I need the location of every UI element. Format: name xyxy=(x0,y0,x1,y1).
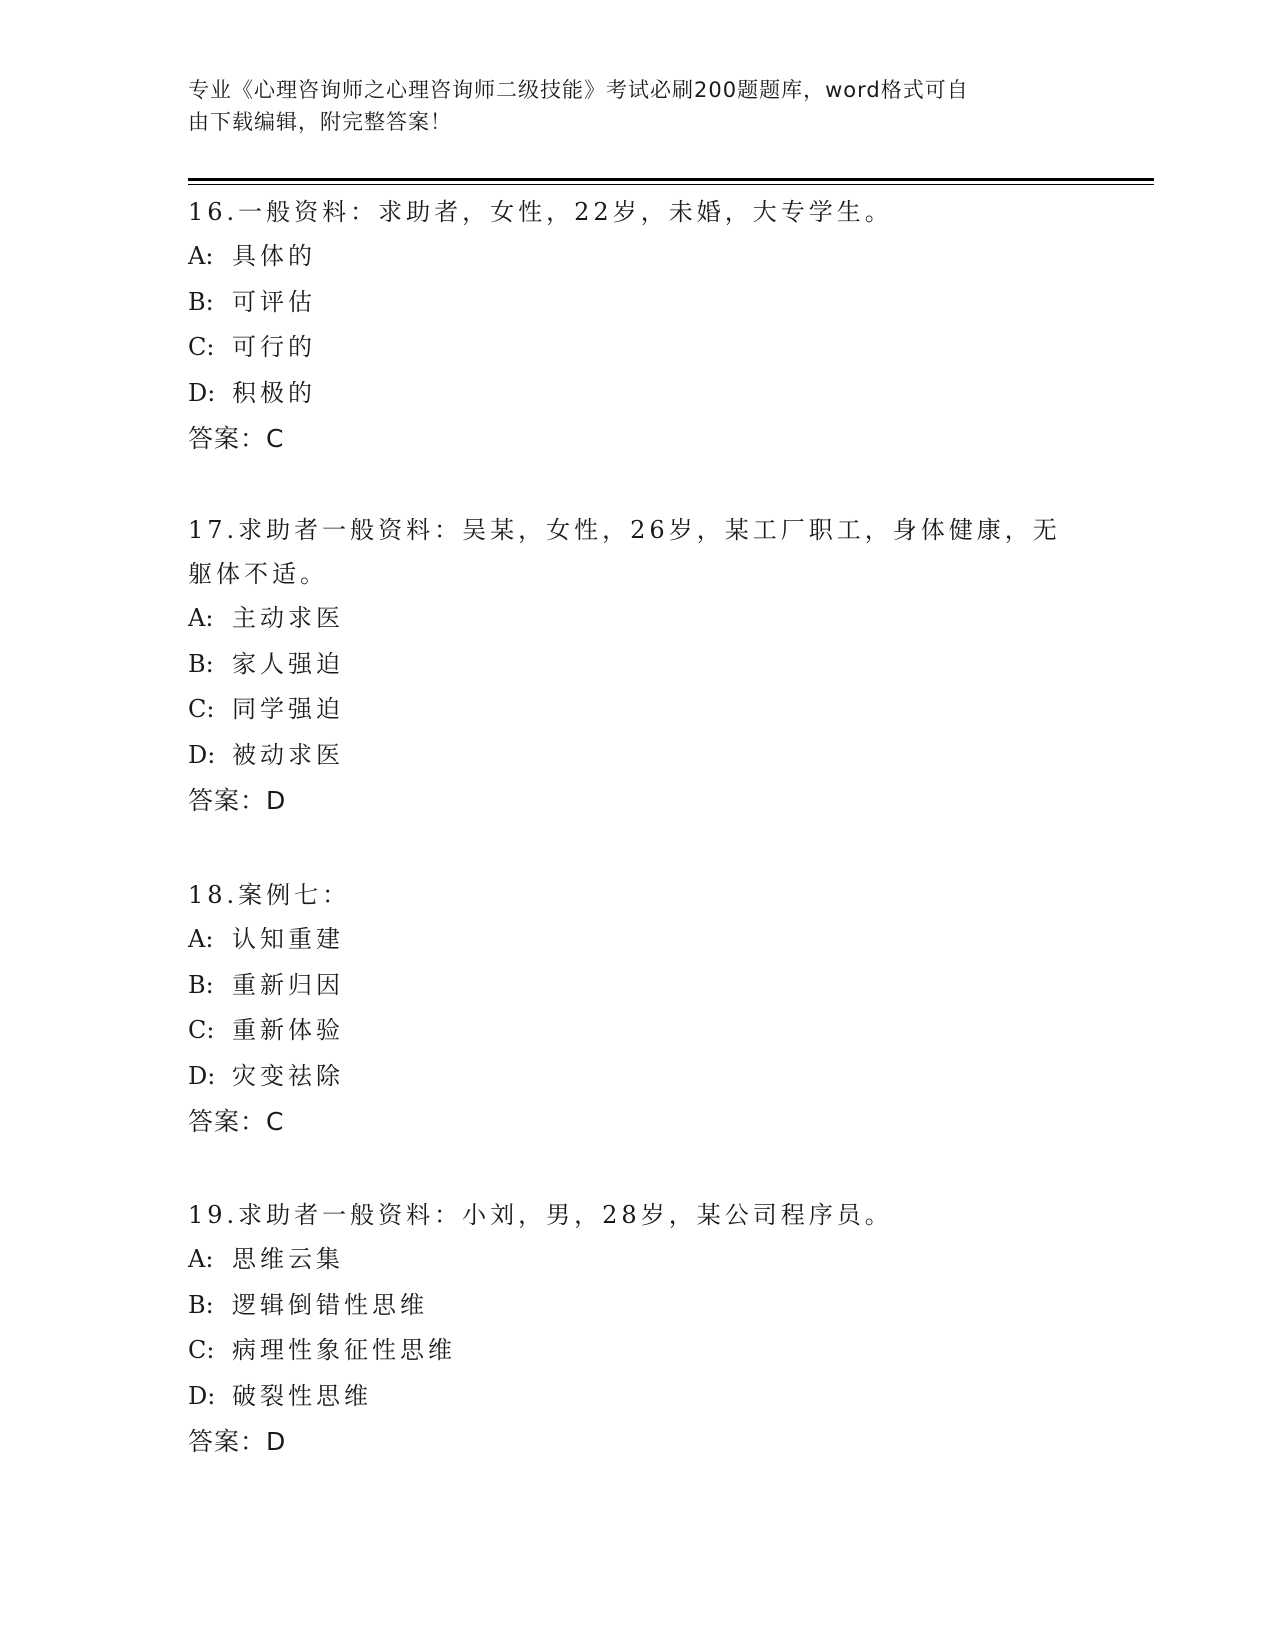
option-text: 破裂性思维 xyxy=(232,1381,372,1410)
option-text: 积极的 xyxy=(232,378,316,407)
option-text: 重新体验 xyxy=(232,1016,344,1044)
option-label: C: xyxy=(188,695,215,723)
option-label: B: xyxy=(188,1290,214,1319)
option-text: 可行的 xyxy=(232,333,316,361)
option-label: C: xyxy=(188,1336,215,1364)
option-a xyxy=(188,1237,1088,1283)
option-d xyxy=(188,371,1088,417)
option-c xyxy=(188,1008,1088,1054)
option-label: A: xyxy=(188,604,214,632)
option-b xyxy=(188,963,1088,1009)
question-18 xyxy=(188,873,1088,1144)
option-text: 家人强迫 xyxy=(232,649,344,678)
option-c xyxy=(188,687,1088,733)
option-text: 主动求医 xyxy=(232,604,344,632)
option-d xyxy=(188,733,1088,779)
option-text: 病理性象征性思维 xyxy=(232,1336,456,1364)
option-c xyxy=(188,325,1088,371)
option-label: C: xyxy=(188,333,215,361)
question-stem: 19.求助者一般资料：小刘，男，28岁，某公司程序员。 xyxy=(188,1201,893,1229)
option-text: 重新归因 xyxy=(232,970,344,999)
question-17 xyxy=(188,508,1088,823)
option-label: C: xyxy=(188,1016,215,1044)
option-b xyxy=(188,642,1088,688)
question-stem: 18.案例七： xyxy=(188,881,351,909)
option-text: 思维云集 xyxy=(232,1245,344,1273)
option-a xyxy=(188,917,1088,963)
option-text: 认知重建 xyxy=(232,925,344,953)
question-stem: 17.求助者一般资料：吴某，女性，26岁，某工厂职工，身体健康，无躯体不适。 xyxy=(188,516,1061,588)
option-d xyxy=(188,1054,1088,1100)
option-label: B: xyxy=(188,970,214,999)
question-19 xyxy=(188,1193,1088,1464)
option-text: 灾变祛除 xyxy=(232,1061,344,1090)
option-label: D: xyxy=(188,378,216,407)
header-line-2: 由下载编辑，附完整答案！ xyxy=(188,110,452,134)
option-text: 被动求医 xyxy=(232,740,344,769)
option-text: 逻辑倒错性思维 xyxy=(232,1290,428,1319)
answer-text: 答案：D xyxy=(188,786,287,815)
question-stem: 16.一般资料：求助者，女性，22岁，未婚，大专学生。 xyxy=(188,198,893,226)
option-b xyxy=(188,1283,1088,1329)
option-d xyxy=(188,1374,1088,1420)
option-label: D: xyxy=(188,1061,216,1090)
header-divider-thin xyxy=(188,184,1154,185)
header-line-1: 专业《心理咨询师之心理咨询师二级技能》考试必刷200题题库，word格式可自 xyxy=(188,78,969,102)
answer-text: 答案：D xyxy=(188,1427,287,1456)
option-label: A: xyxy=(188,1245,214,1273)
option-label: B: xyxy=(188,649,214,678)
answer-text: 答案：C xyxy=(188,1107,285,1136)
option-label: A: xyxy=(188,242,214,270)
option-a xyxy=(188,596,1088,642)
option-text: 具体的 xyxy=(232,242,316,270)
option-text: 同学强迫 xyxy=(232,695,344,723)
answer-text: 答案：C xyxy=(188,424,285,453)
option-label: B: xyxy=(188,287,214,316)
option-a xyxy=(188,234,1088,280)
option-label: D: xyxy=(188,740,216,769)
option-label: D: xyxy=(188,1381,216,1410)
header-divider-thick xyxy=(188,178,1154,181)
question-16 xyxy=(188,190,1088,461)
option-label: A: xyxy=(188,925,214,953)
option-text: 可评估 xyxy=(232,287,316,316)
option-c xyxy=(188,1328,1088,1374)
option-b xyxy=(188,280,1088,326)
document-header xyxy=(188,74,1068,138)
